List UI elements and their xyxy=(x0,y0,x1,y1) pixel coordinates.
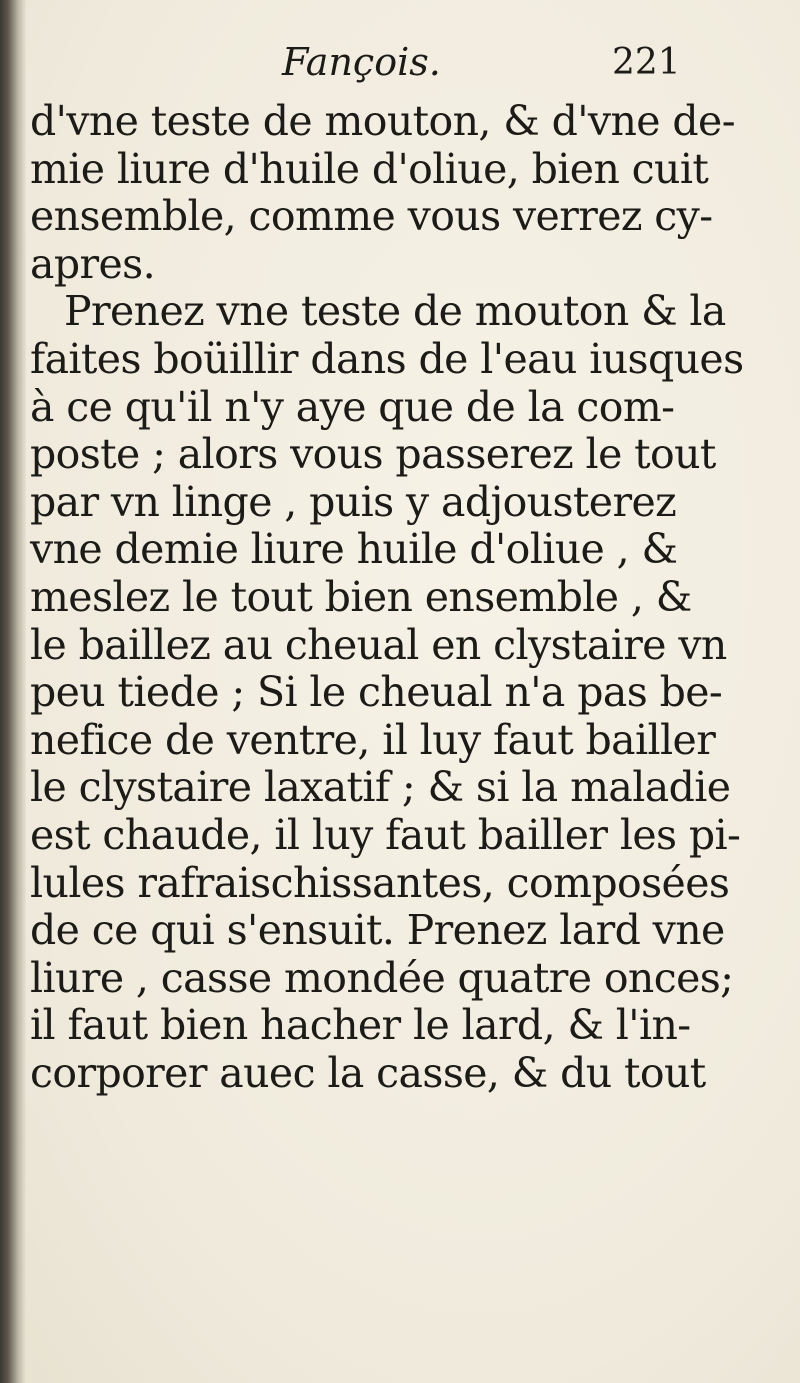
text-line: le baillez au cheual en clystaire vn xyxy=(30,620,727,669)
text-line: Prenez vne teste de mouton & la xyxy=(64,287,726,336)
text-line: de ce qui s'ensuit. Prenez lard vne xyxy=(30,906,725,955)
body-text xyxy=(30,97,744,1097)
text-line: peu tiede ; Si le cheual n'a pas be- xyxy=(30,668,723,717)
text-line: apres. xyxy=(30,239,156,288)
book-spine-shadow xyxy=(0,0,26,1383)
text-line: à ce qu'il n'y aye que de la com- xyxy=(30,382,675,431)
text-line: par vn linge , puis y adjousterez xyxy=(30,477,677,526)
text-line: le clystaire laxatif ; & si la maladie xyxy=(30,763,731,812)
page-header xyxy=(30,40,690,90)
text-line: est chaude, il luy faut bailler les pi- xyxy=(30,810,741,859)
text-line: liure , casse mondée quatre onces; xyxy=(30,953,734,1002)
text-line: corporer auec la casse, & du tout xyxy=(30,1048,706,1097)
page-number: 221 xyxy=(612,42,681,83)
text-line: lules rafraischissantes, composées xyxy=(30,858,730,907)
text-line: meslez le tout bien ensemble , & xyxy=(30,572,692,621)
text-line: mie liure d'huile d'oliue, bien cuit xyxy=(30,144,709,193)
text-line: d'vne teste de mouton, & d'vne de- xyxy=(30,97,735,145)
text-line: nefice de ventre, il luy faut bailler xyxy=(30,715,716,764)
text-line: il faut bien hacher le lard, & l'in- xyxy=(30,1001,691,1050)
text-line: poste ; alors vous passerez le tout xyxy=(30,430,716,479)
text-line: faites boüillir dans de l'eau iusques xyxy=(30,334,744,383)
text-line: vne demie liure huile d'oliue , & xyxy=(30,525,678,574)
text-line: ensemble, comme vous verrez cy- xyxy=(30,192,713,241)
running-title: Fançois. xyxy=(282,40,441,84)
